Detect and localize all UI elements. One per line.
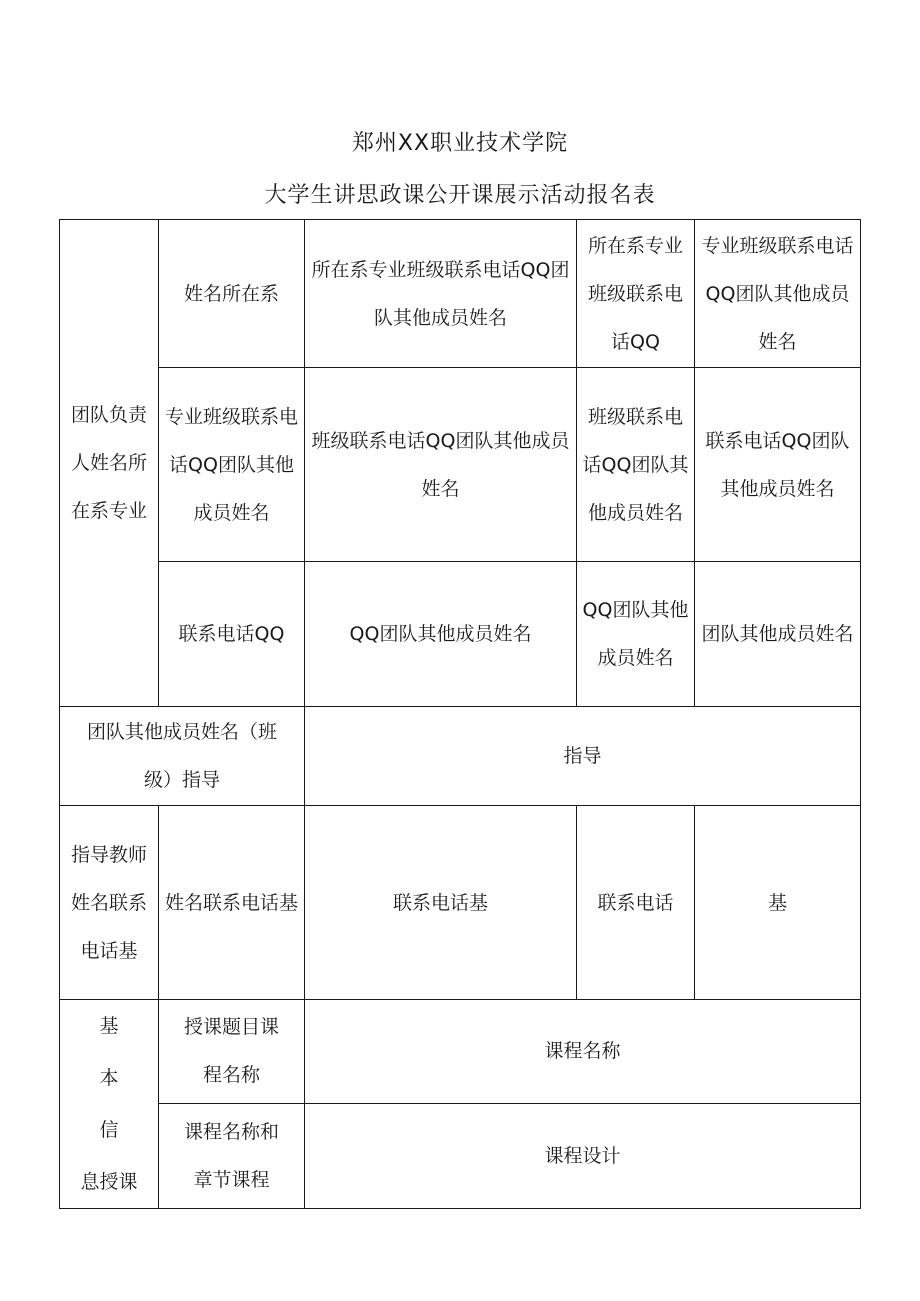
table-row [60,1103,861,1208]
team-leader-label: 团队负责人姓名所在系专业 [60,220,159,707]
members-value: 指导 [305,707,861,806]
members-label: 团队其他成员姓名（班级）指导 [60,707,305,806]
basic-info-label [60,1000,159,1209]
team-row2-col4: 联系电话QQ团队其他成员姓名 [695,368,861,562]
team-row2-col1: 专业班级联系电话QQ团队其他成员姓名 [159,368,305,562]
course-design-value: 课程设计 [305,1103,861,1208]
team-row2-col2: 班级联系电话QQ团队其他成员姓名 [305,368,577,562]
team-row3-col1: 联系电话QQ [159,562,305,707]
course-chapter-label: 课程名称和章节课程 [159,1103,305,1208]
table-row [60,806,861,1000]
table-row [60,368,861,562]
registration-form-table [59,219,861,1209]
advisor-col1: 姓名联系电话基 [159,806,305,1000]
advisor-col2: 联系电话基 [305,806,577,1000]
basic-info-label-line: 基 [99,1015,119,1037]
table-row [60,707,861,806]
basic-info-label-line: 信 [99,1119,119,1141]
course-title-value: 课程名称 [305,1000,861,1104]
team-row3-col3: QQ团队其他成员姓名 [577,562,695,707]
basic-info-label-line: 本 [99,1067,119,1089]
advisor-col3: 联系电话 [577,806,695,1000]
form-title-line1: 郑州XX职业技术学院 [351,131,569,156]
team-row3-col2: QQ团队其他成员姓名 [305,562,577,707]
advisor-col4: 基 [695,806,861,1000]
form-title-line2: 大学生讲思政课公开课展示活动报名表 [264,183,656,208]
team-row2-col3: 班级联系电话QQ团队其他成员姓名 [577,368,695,562]
table-row [60,220,861,368]
course-title-label: 授课题目课程名称 [159,1000,305,1104]
table-row [60,562,861,707]
table-row [60,1000,861,1104]
team-row1-col2: 所在系专业班级联系电话QQ团队其他成员姓名 [305,220,577,368]
team-row1-col4: 专业班级联系电话QQ团队其他成员姓名 [695,220,861,368]
team-row1-col1: 姓名所在系 [159,220,305,368]
team-row3-col4: 团队其他成员姓名 [695,562,861,707]
basic-info-label-line: 息授课 [80,1171,138,1193]
team-row1-col3: 所在系专业班级联系电话QQ [577,220,695,368]
advisor-label: 指导教师姓名联系电话基 [60,806,159,1000]
